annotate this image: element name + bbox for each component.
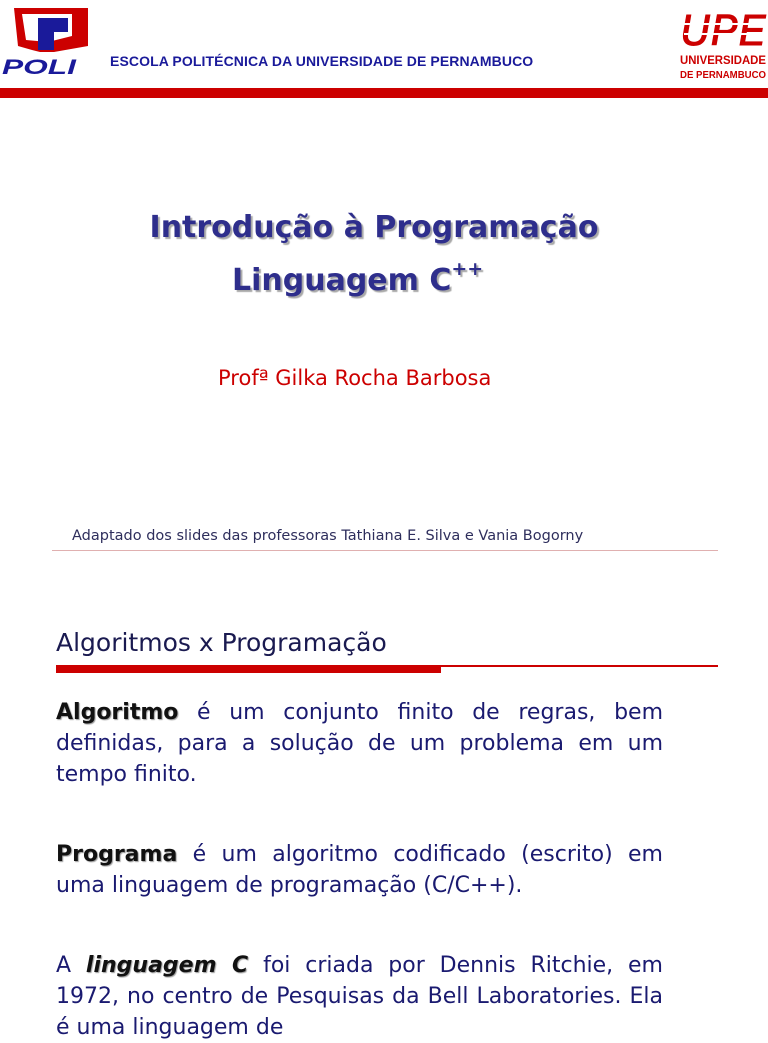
paragraph-text: foi criada por Dennis Ritchie, em 1972, no centro de Pesquisas da Bell Laboratories. Ela é uma linguagem de — [56, 953, 663, 1040]
credit-divider — [52, 550, 718, 551]
paragraph-lead: A — [56, 953, 86, 978]
poli-logo — [0, 6, 92, 79]
term-programa: Programa — [56, 842, 178, 867]
paragraph-text: é um algoritmo codificado (escrito) em uma linguagem de programação (C/C++). — [56, 842, 663, 898]
paragraph-linguagem-c — [56, 950, 663, 1043]
paragraph-algoritmo — [56, 697, 663, 790]
header-divider — [0, 88, 768, 98]
professor-name: Profª Gilka Rocha Barbosa — [218, 366, 492, 390]
slide-subtitle-superscript: ++ — [451, 258, 484, 280]
slide-subtitle-text: Linguagem C — [232, 263, 452, 298]
paragraph-programa — [56, 839, 663, 901]
upe-logo-line2: DE PERNAMBUCO — [680, 69, 766, 81]
upe-logo — [678, 2, 768, 86]
poli-logo-text: POLI — [2, 56, 78, 79]
school-name: ESCOLA POLITÉCNICA DA UNIVERSIDADE DE PERNAMBUCO — [110, 53, 534, 69]
paragraph-text: é um conjunto finito de regras, bem definidas, para a solução de um problema em um tempo finito. — [56, 700, 663, 787]
term-linguagem-c: linguagem C — [85, 953, 249, 978]
term-algoritmo: Algoritmo — [56, 700, 179, 725]
upe-logo-line1: UNIVERSIDADE — [680, 55, 767, 67]
section-divider-accent — [56, 667, 441, 673]
slide-header — [0, 0, 768, 100]
adaptation-credit: Adaptado dos slides das professoras Tathiana E. Silva e Vania Bogorny — [72, 528, 584, 544]
slide-subtitle — [232, 258, 484, 298]
slide-title: Introdução à Programação — [149, 210, 599, 245]
section-heading: Algoritmos x Programação — [56, 628, 387, 657]
upe-logo-mark: UPE — [680, 4, 768, 56]
